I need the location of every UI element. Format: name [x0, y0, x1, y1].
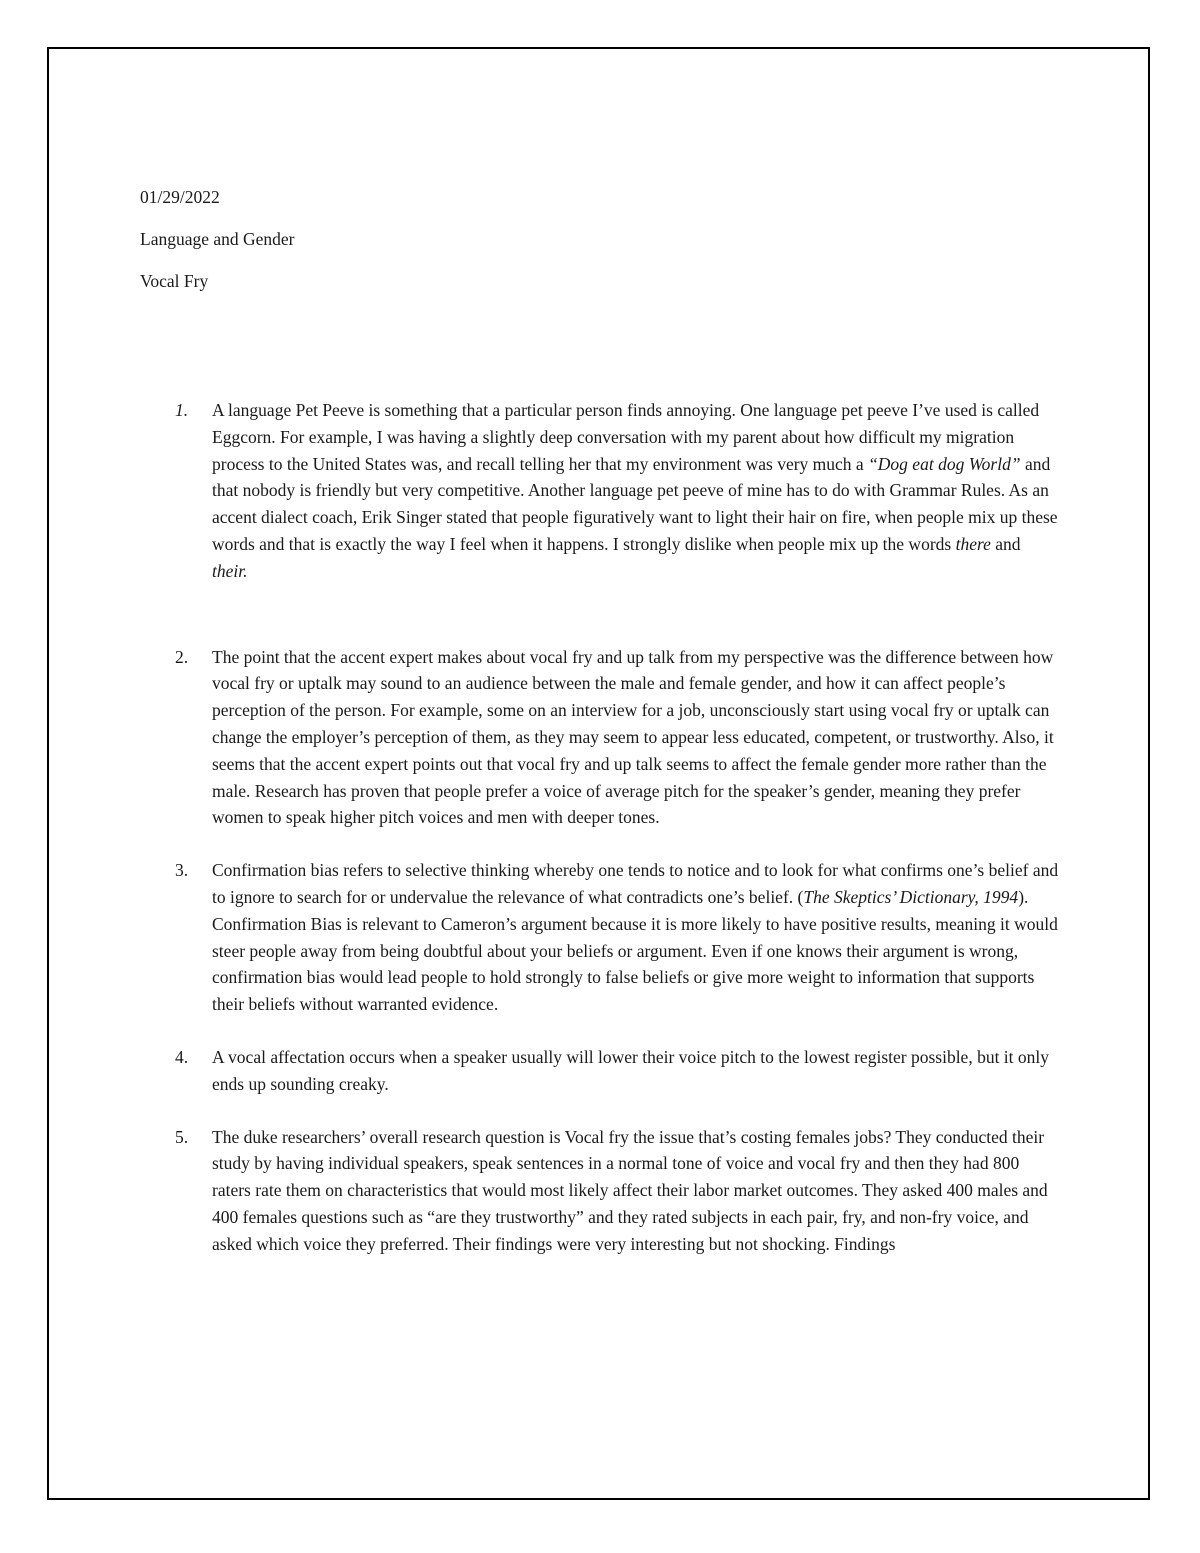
list-item: [140, 857, 1060, 1018]
course-line: Language and Gender: [140, 229, 295, 249]
list-item: [140, 1124, 1060, 1258]
date-line: 01/29/2022: [140, 187, 220, 207]
item-text: ). Confirmation Bias is relevant to Cameron’s argument because it is more likely to have positive results, meaning it would steer people away from being doubtful about your beliefs or argument. Even if one knows their argument is wrong, confirmation bias would lead people to hold strongly to false beliefs or give more weight to information that supports their beliefs without warranted evidence.: [212, 886, 1058, 1015]
item-emphasis: their.: [212, 560, 248, 581]
item-number: 5.: [175, 1126, 189, 1147]
item-number: 3.: [175, 860, 189, 881]
item-text: A language Pet Peeve is something that a particular person finds annoying. One language pet peeve I’ve used is called Eggcorn. For example, I was having a slightly deep conversation with my parent about how difficult my migration process to the United States was, and recall telling her that my environment was very much a: [212, 400, 1040, 474]
list-item: [140, 1044, 1060, 1098]
title-line: Vocal Fry: [140, 271, 209, 291]
item-text: and: [990, 533, 1021, 554]
item-quote: “Dog eat dog World”: [868, 453, 1021, 474]
item-text: A vocal affectation occurs when a speaker usually will lower their voice pitch to the lowest register possible, but it only ends up sounding creaky.: [212, 1046, 1050, 1094]
list-item: [140, 644, 1060, 832]
item-number: 4.: [175, 1046, 189, 1067]
list-item: [140, 397, 1060, 585]
answer-list: [140, 397, 1060, 1258]
item-text: and that nobody is friendly but very competitive. Another language pet peeve of mine has to do with Grammar Rules. As an accent dialect coach, Erik Singer stated that people figuratively want to light their hair on fire, when people mix up these words and that is exactly the way I feel when it happens. I strongly dislike when people mix up the words: [212, 453, 1058, 554]
item-citation: The Skeptics’ Dictionary, 1994: [803, 886, 1019, 907]
item-emphasis: there: [955, 533, 991, 554]
item-number: 1.: [175, 400, 189, 420]
document-header: [140, 185, 295, 311]
item-number: 2.: [175, 646, 189, 667]
item-text: Confirmation bias refers to selective thinking whereby one tends to notice and to look for what confirms one’s belief and to ignore to search for or undervalue the relevance of what contradicts one’s belief. (: [212, 860, 1059, 907]
item-text: The point that the accent expert makes about vocal fry and up talk from my perspective was the difference between how vocal fry or uptalk may sound to an audience between the male and female gender, and how it can affect people’s perception of the person. For example, some on an interview for a job, unconsciously start using vocal fry or uptalk can change the employer’s perception of them, as they may seem to appear less educated, competent, or trustworthy. Also, it seems that the accent expert points out that vocal fry and up talk seems to affect the female gender more rather than the male. Research has proven that people prefer a voice of average pitch for the speaker’s gender, meaning they prefer women to speak higher pitch voices and men with deeper tones.: [212, 646, 1054, 828]
item-text: The duke researchers’ overall research question is Vocal fry the issue that’s costing females jobs? They conducted their study by having individual speakers, speak sentences in a normal tone of voice and vocal fry and then they had 800 raters rate them on characteristics that would most likely affect their labor market outcomes. They asked 400 males and 400 females questions such as “are they trustworthy” and they rated subjects in each pair, fry, and non-fry voice, and asked which voice they preferred. Their findings were very interesting but not shocking. Findings: [212, 1126, 1048, 1254]
